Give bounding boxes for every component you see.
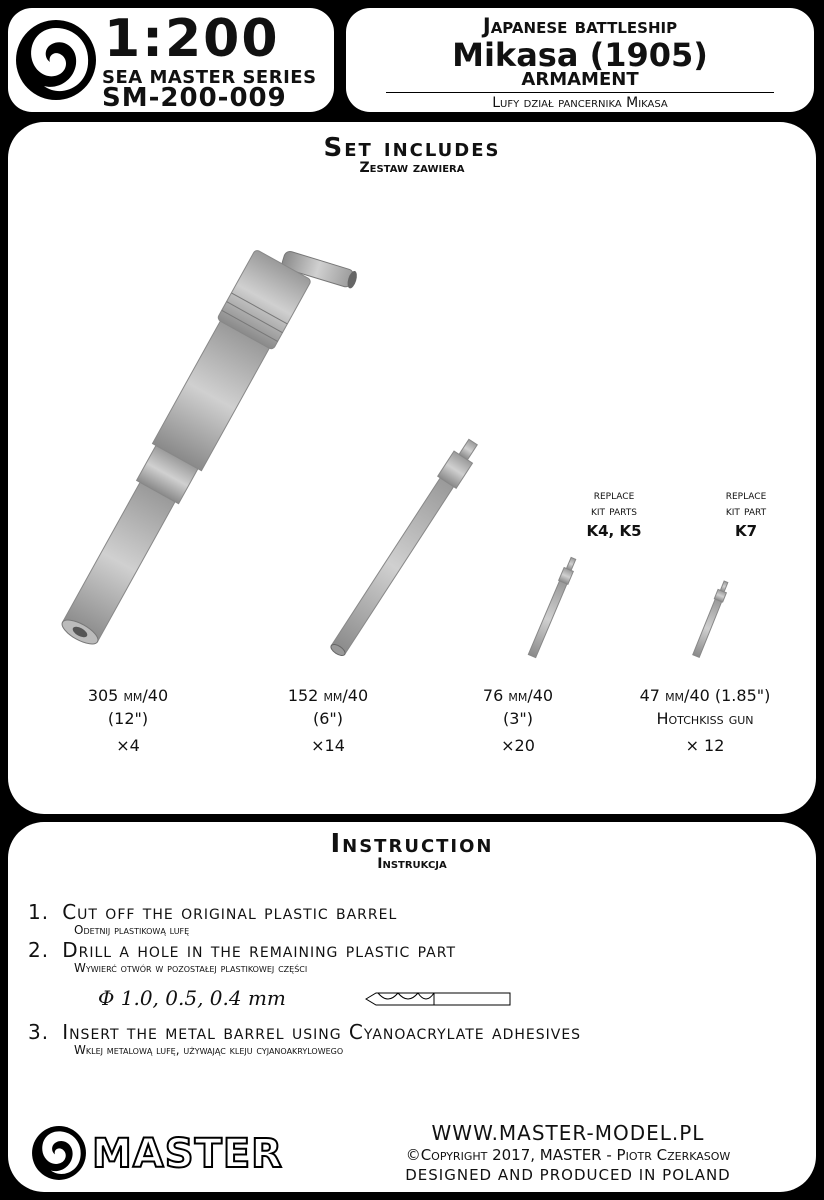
replace-note-76-line2: kit parts (590, 504, 637, 519)
inch-305: (12") (107, 709, 149, 728)
barrel-305mm (48, 249, 311, 654)
barrel-47mm (692, 580, 730, 658)
caliber-305: 305 mm/40 (87, 686, 169, 705)
item-47 (600, 684, 810, 757)
caliber-47: 47 mm/40 (1.85") (639, 686, 771, 705)
set-includes-panel (8, 122, 816, 814)
set-title-polish: Zestaw zawiera (359, 160, 465, 176)
header-title-box (346, 8, 814, 112)
inch-152: (6") (312, 709, 344, 728)
drill-sizes: Φ 1.0, 0.5, 0.4 mm (98, 986, 286, 1010)
replace-note-47-line1: replace (725, 488, 767, 503)
step-2 (28, 938, 456, 974)
footer-copyright: ©Copyright 2017, MASTER - Piotr Czerkasow (405, 1146, 731, 1164)
scale-label: 1:200 (104, 9, 280, 69)
series-label: SEA MASTER SERIES (102, 67, 317, 88)
step-3-polish: Wklej metalową lufę, używając kleju cyjanoakrylowego (74, 1043, 344, 1057)
step-1-text: Cut off the original plastic barrel (62, 900, 398, 924)
caliber-76: 76 mm/40 (482, 686, 554, 705)
instruction-title-polish: Instrukcja (377, 856, 447, 872)
replace-note-76-line1: replace (593, 488, 635, 503)
title-divider (386, 92, 774, 93)
step-1-polish: Odetnij plastikową lufę (74, 923, 190, 937)
instruction-panel (8, 822, 816, 1192)
step-2-text: Drill a hole in the remaining plastic part (62, 938, 456, 962)
barrel-76mm (527, 556, 578, 657)
qty-305: ×4 (116, 736, 140, 755)
step-3 (28, 1020, 581, 1056)
header-logo-box (8, 8, 334, 112)
title-line-1: Japanese battleship (482, 14, 678, 38)
replace-note-47 (686, 488, 806, 542)
title-line-3: ARMAMENT (521, 69, 639, 90)
item-305 (48, 684, 208, 757)
qty-76: ×20 (501, 736, 535, 755)
step-2-polish: Wywierć otwór w pozostałej plastikowej części (74, 961, 308, 975)
footer-brand: MASTER (92, 1131, 283, 1177)
qty-152: ×14 (311, 736, 345, 755)
subtitle-polish: Lufy dział pancernika Mikasa (492, 95, 668, 111)
qty-47: × 12 (685, 736, 725, 755)
replace-note-76 (554, 488, 674, 542)
inch-76: (3") (502, 709, 534, 728)
footer-made-in: DESIGNED AND PRODUCED IN POLAND (405, 1166, 731, 1184)
step-1 (28, 900, 397, 936)
drill-bit-icon (364, 990, 514, 1008)
product-code: SM-200-009 (102, 83, 287, 113)
step-3-text: Insert the metal barrel using Cyanoacrylate adhesives (62, 1020, 582, 1044)
step-2-num: 2. (28, 938, 50, 962)
inch-47: Hotchkiss gun (656, 709, 754, 728)
set-title: Set includes (323, 133, 501, 163)
step-1-num: 1. (28, 900, 50, 924)
replace-parts-76: K4, K5 (586, 522, 642, 540)
barrel-152mm (327, 436, 483, 659)
master-swirl-logo-icon (14, 14, 98, 106)
caliber-152: 152 mm/40 (287, 686, 369, 705)
step-3-num: 3. (28, 1020, 50, 1044)
item-76 (438, 684, 598, 757)
replace-parts-47: K7 (734, 522, 758, 540)
replace-note-47-line2: kit part (725, 504, 767, 519)
instruction-title: Instruction (330, 829, 494, 859)
title-line-2: Mikasa (1905) (452, 36, 708, 74)
footer-url: WWW.MASTER-MODEL.PL (431, 1121, 705, 1145)
item-152 (248, 684, 408, 757)
footer-swirl-logo-icon (28, 1122, 90, 1184)
